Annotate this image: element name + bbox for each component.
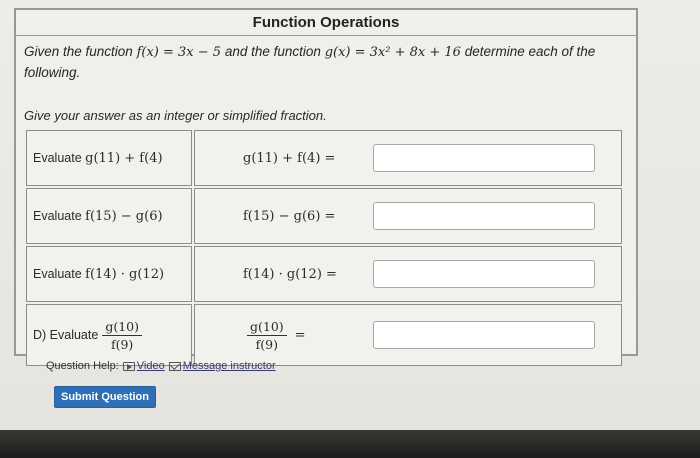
message-instructor-link[interactable] xyxy=(169,360,276,372)
question-row xyxy=(26,130,622,186)
question-label xyxy=(26,246,192,302)
intro-middle: and the function xyxy=(224,44,321,59)
answer-input-3[interactable] xyxy=(373,260,595,288)
fraction-numerator: g(10) xyxy=(102,319,142,336)
question-row xyxy=(26,188,622,244)
question-label xyxy=(26,188,192,244)
expression-text xyxy=(243,319,373,352)
label-math: f(15) − g(6) xyxy=(85,208,163,224)
expression-text: g(11) + f(4) = xyxy=(243,150,336,166)
question-help xyxy=(46,360,276,372)
answer-input-4[interactable] xyxy=(373,321,595,349)
question-row xyxy=(26,246,622,302)
expression-text: f(14) · g(12) = xyxy=(243,266,337,282)
answer-input-1[interactable] xyxy=(373,144,595,172)
page-title: Function Operations xyxy=(16,10,636,36)
video-link-label: Video xyxy=(136,360,165,372)
question-card xyxy=(14,8,638,356)
expression-fraction xyxy=(247,319,287,352)
label-prefix: Evaluate xyxy=(33,267,82,281)
intro-prefix: Given the function xyxy=(24,44,133,59)
expression-text: f(15) − g(6) = xyxy=(243,208,336,224)
question-expression xyxy=(194,130,622,186)
question-expression xyxy=(194,246,622,302)
question-grid xyxy=(26,130,622,368)
mail-icon xyxy=(169,362,181,371)
question-expression xyxy=(194,304,622,366)
intro-suffix: determine each of the following. xyxy=(24,44,596,80)
label-fraction xyxy=(102,319,142,352)
label-prefix: Evaluate xyxy=(33,151,82,165)
label-math: g(11) + f(4) xyxy=(85,150,163,166)
video-icon xyxy=(123,362,135,371)
fraction-denominator: f(9) xyxy=(255,336,278,352)
submit-question-button[interactable]: Submit Question xyxy=(54,386,156,408)
label-prefix: D) Evaluate xyxy=(33,328,99,342)
monitor-bezel xyxy=(0,430,700,458)
answer-instruction: Give your answer as an integer or simplified fraction. xyxy=(24,108,327,123)
question-label xyxy=(26,130,192,186)
g-definition: g(x) = 3x² + 8x + 16 xyxy=(324,45,461,60)
fraction-denominator: f(9) xyxy=(110,336,134,352)
video-link[interactable] xyxy=(123,360,165,372)
question-expression xyxy=(194,188,622,244)
help-label: Question Help: xyxy=(46,360,119,372)
label-math: f(14) · g(12) xyxy=(85,266,165,282)
question-label xyxy=(26,304,192,366)
question-row xyxy=(26,304,622,366)
fraction-numerator: g(10) xyxy=(247,319,287,336)
answer-input-2[interactable] xyxy=(373,202,595,230)
problem-statement xyxy=(16,36,636,92)
equals-sign: = xyxy=(294,327,306,343)
f-definition: f(x) = 3x − 5 xyxy=(136,45,222,60)
label-prefix: Evaluate xyxy=(33,209,82,223)
message-link-label: Message instructor xyxy=(182,360,276,372)
